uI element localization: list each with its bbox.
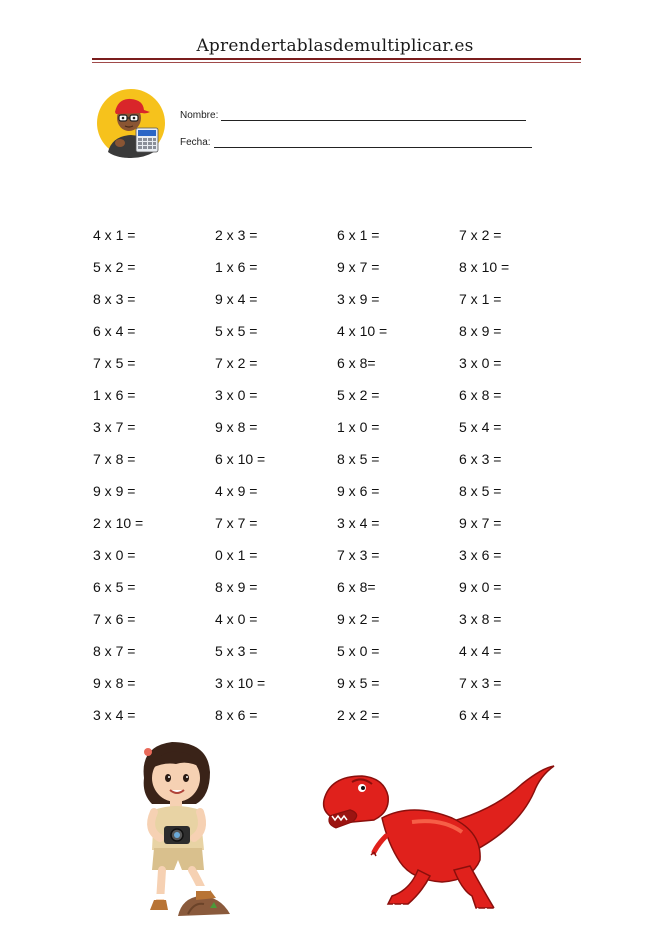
exercise-item: 7 x 2 =: [215, 355, 258, 371]
exercise-item: 8 x 6 =: [215, 707, 258, 723]
exercise-item: 9 x 9 =: [93, 483, 136, 499]
exercise-item: 5 x 4 =: [459, 419, 502, 435]
girl-explorer-illustration: [130, 738, 242, 920]
date-label: Fecha:: [180, 137, 211, 148]
exercise-item: 5 x 2 =: [93, 259, 136, 275]
exercise-item: 4 x 0 =: [215, 611, 258, 627]
exercise-item: 3 x 4 =: [337, 515, 380, 531]
exercise-item: 1 x 6 =: [93, 387, 136, 403]
exercise-row: [93, 539, 593, 571]
exercise-row: [93, 443, 593, 475]
exercise-item: 4 x 9 =: [215, 483, 258, 499]
exercise-item: 1 x 0 =: [337, 419, 380, 435]
exercise-item: 7 x 6 =: [93, 611, 136, 627]
exercise-row: [93, 411, 593, 443]
red-dinosaur-illustration: [322, 762, 557, 912]
exercise-item: 9 x 7 =: [337, 259, 380, 275]
exercise-row: [93, 571, 593, 603]
exercise-item: 8 x 9 =: [215, 579, 258, 595]
exercise-row: [93, 251, 593, 283]
exercise-item: 8 x 9 =: [459, 323, 502, 339]
exercise-item: 5 x 2 =: [337, 387, 380, 403]
exercise-item: 3 x 6 =: [459, 547, 502, 563]
exercise-row: [93, 603, 593, 635]
exercise-row: [93, 475, 593, 507]
exercise-item: 6 x 8 =: [459, 387, 502, 403]
exercise-item: 4 x 4 =: [459, 643, 502, 659]
exercise-row: [93, 507, 593, 539]
exercise-item: 6 x 5 =: [93, 579, 136, 595]
exercise-row: [93, 219, 593, 251]
exercise-row: [93, 379, 593, 411]
exercise-row: [93, 635, 593, 667]
site-title: Aprendertablasdemultiplicar.es: [196, 36, 474, 56]
header-rule-thin: [92, 62, 581, 63]
exercise-item: 7 x 1 =: [459, 291, 502, 307]
date-field[interactable]: [180, 137, 532, 148]
exercise-item: 6 x 1 =: [337, 227, 380, 243]
header-rule-thick: [92, 58, 581, 60]
exercise-item: 7 x 8 =: [93, 451, 136, 467]
exercise-item: 9 x 6 =: [337, 483, 380, 499]
name-field[interactable]: [180, 110, 526, 121]
exercise-item: 9 x 8 =: [93, 675, 136, 691]
exercise-item: 6 x 8=: [337, 579, 376, 595]
date-line[interactable]: [214, 137, 532, 148]
exercise-item: 9 x 7 =: [459, 515, 502, 531]
exercise-row: [93, 283, 593, 315]
name-line[interactable]: [221, 110, 526, 121]
exercise-item: 9 x 8 =: [215, 419, 258, 435]
exercise-item: 7 x 2 =: [459, 227, 502, 243]
exercise-item: 2 x 2 =: [337, 707, 380, 723]
exercise-item: 7 x 7 =: [215, 515, 258, 531]
exercise-item: 3 x 4 =: [93, 707, 136, 723]
exercise-item: 9 x 2 =: [337, 611, 380, 627]
exercise-item: 5 x 5 =: [215, 323, 258, 339]
exercise-item: 9 x 5 =: [337, 675, 380, 691]
exercise-item: 8 x 7 =: [93, 643, 136, 659]
exercise-item: 6 x 10 =: [215, 451, 266, 467]
exercise-item: 6 x 8=: [337, 355, 376, 371]
exercise-item: 0 x 1 =: [215, 547, 258, 563]
exercise-item: 4 x 10 =: [337, 323, 388, 339]
exercise-item: 3 x 8 =: [459, 611, 502, 627]
exercise-item: 7 x 5 =: [93, 355, 136, 371]
exercise-item: 8 x 5 =: [337, 451, 380, 467]
exercise-item: 9 x 4 =: [215, 291, 258, 307]
exercise-item: 3 x 0 =: [215, 387, 258, 403]
exercise-item: 2 x 10 =: [93, 515, 144, 531]
exercise-item: 7 x 3 =: [337, 547, 380, 563]
exercise-item: 5 x 3 =: [215, 643, 258, 659]
exercise-item: 9 x 0 =: [459, 579, 502, 595]
exercise-item: 3 x 0 =: [93, 547, 136, 563]
exercise-item: 8 x 10 =: [459, 259, 510, 275]
student-avatar-icon: [96, 88, 166, 158]
exercise-item: 1 x 6 =: [215, 259, 258, 275]
exercise-row: [93, 347, 593, 379]
exercise-row: [93, 315, 593, 347]
name-label: Nombre:: [180, 110, 219, 121]
exercise-row: [93, 667, 593, 699]
exercise-item: 6 x 4 =: [93, 323, 136, 339]
exercise-item: 2 x 3 =: [215, 227, 258, 243]
exercise-item: 6 x 4 =: [459, 707, 502, 723]
exercise-item: 5 x 0 =: [337, 643, 380, 659]
exercise-item: 3 x 7 =: [93, 419, 136, 435]
exercise-item: 6 x 3 =: [459, 451, 502, 467]
exercise-item: 3 x 9 =: [337, 291, 380, 307]
exercise-grid: [93, 219, 593, 731]
exercise-row: [93, 699, 593, 731]
exercise-item: 8 x 5 =: [459, 483, 502, 499]
exercise-item: 7 x 3 =: [459, 675, 502, 691]
exercise-item: 4 x 1 =: [93, 227, 136, 243]
exercise-item: 8 x 3 =: [93, 291, 136, 307]
exercise-item: 3 x 10 =: [215, 675, 266, 691]
exercise-item: 3 x 0 =: [459, 355, 502, 371]
